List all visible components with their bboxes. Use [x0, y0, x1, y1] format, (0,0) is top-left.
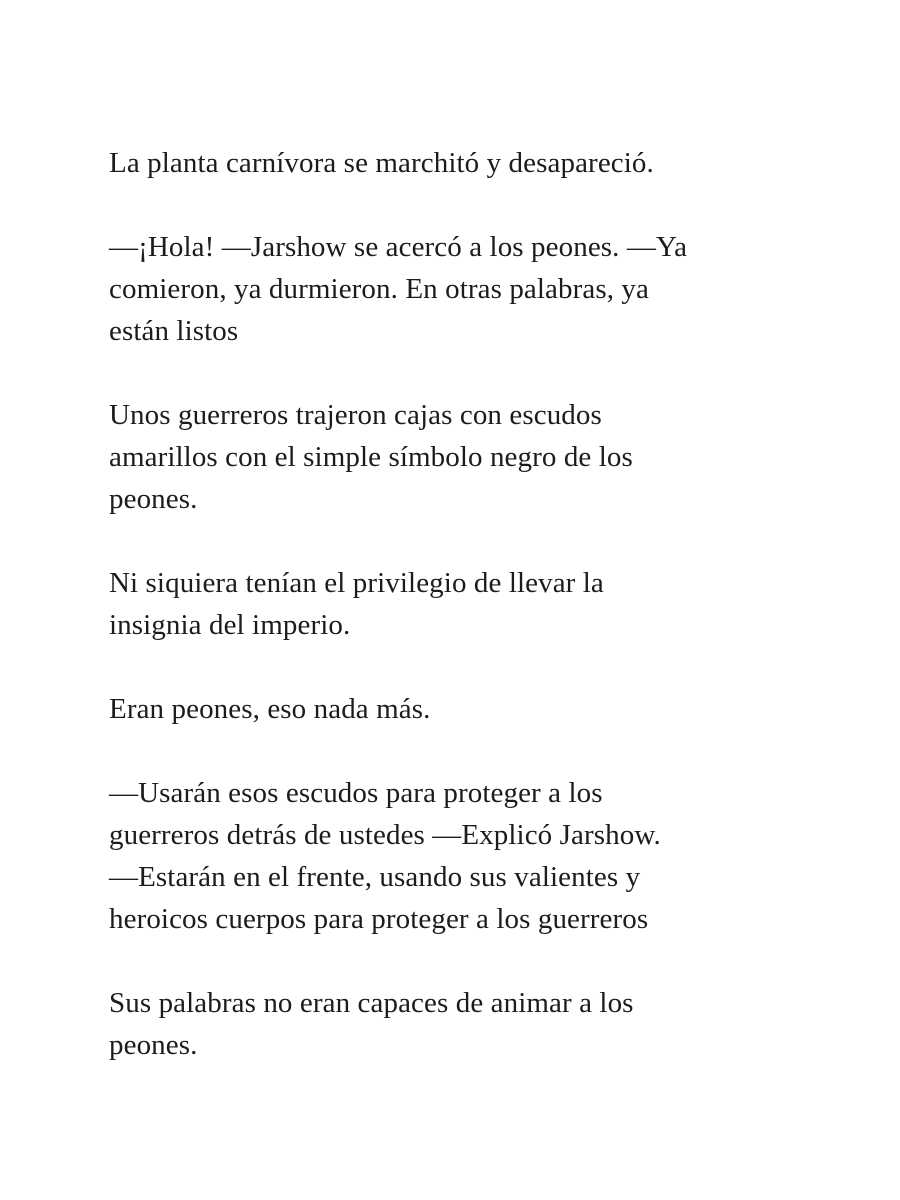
paragraph-2: [109, 226, 789, 352]
text-line: Eran peones, eso nada más.: [109, 693, 431, 725]
paragraph-5: [109, 688, 789, 730]
text-line: La planta carnívora se marchitó y desapareció.: [109, 147, 654, 179]
text-line: peones.: [109, 483, 198, 515]
paragraph-1: [109, 142, 789, 184]
text-line: guerreros detrás de ustedes —Explicó Jarshow.: [109, 819, 661, 851]
text-line: Unos guerreros trajeron cajas con escudos: [109, 399, 602, 431]
text-line: insignia del imperio.: [109, 609, 351, 641]
text-line: peones.: [109, 1029, 198, 1061]
paragraph-6: [109, 772, 789, 940]
text-line: —Usarán esos escudos para proteger a los: [109, 777, 603, 809]
text-line: —Estarán en el frente, usando sus valientes y: [109, 861, 641, 893]
text-line: Sus palabras no eran capaces de animar a los: [109, 987, 634, 1019]
paragraph-7: [109, 982, 789, 1066]
text-line: están listos: [109, 315, 239, 347]
paragraph-4: [109, 562, 789, 646]
text-line: —¡Hola! —Jarshow se acercó a los peones. —Ya: [109, 231, 688, 263]
paragraph-3: [109, 394, 789, 520]
document-page: [109, 142, 789, 1108]
text-line: Ni siquiera tenían el privilegio de llevar la: [109, 567, 604, 599]
text-line: amarillos con el simple símbolo negro de los: [109, 441, 633, 473]
text-line: comieron, ya durmieron. En otras palabras, ya: [109, 273, 650, 305]
text-line: heroicos cuerpos para proteger a los guerreros: [109, 903, 649, 935]
